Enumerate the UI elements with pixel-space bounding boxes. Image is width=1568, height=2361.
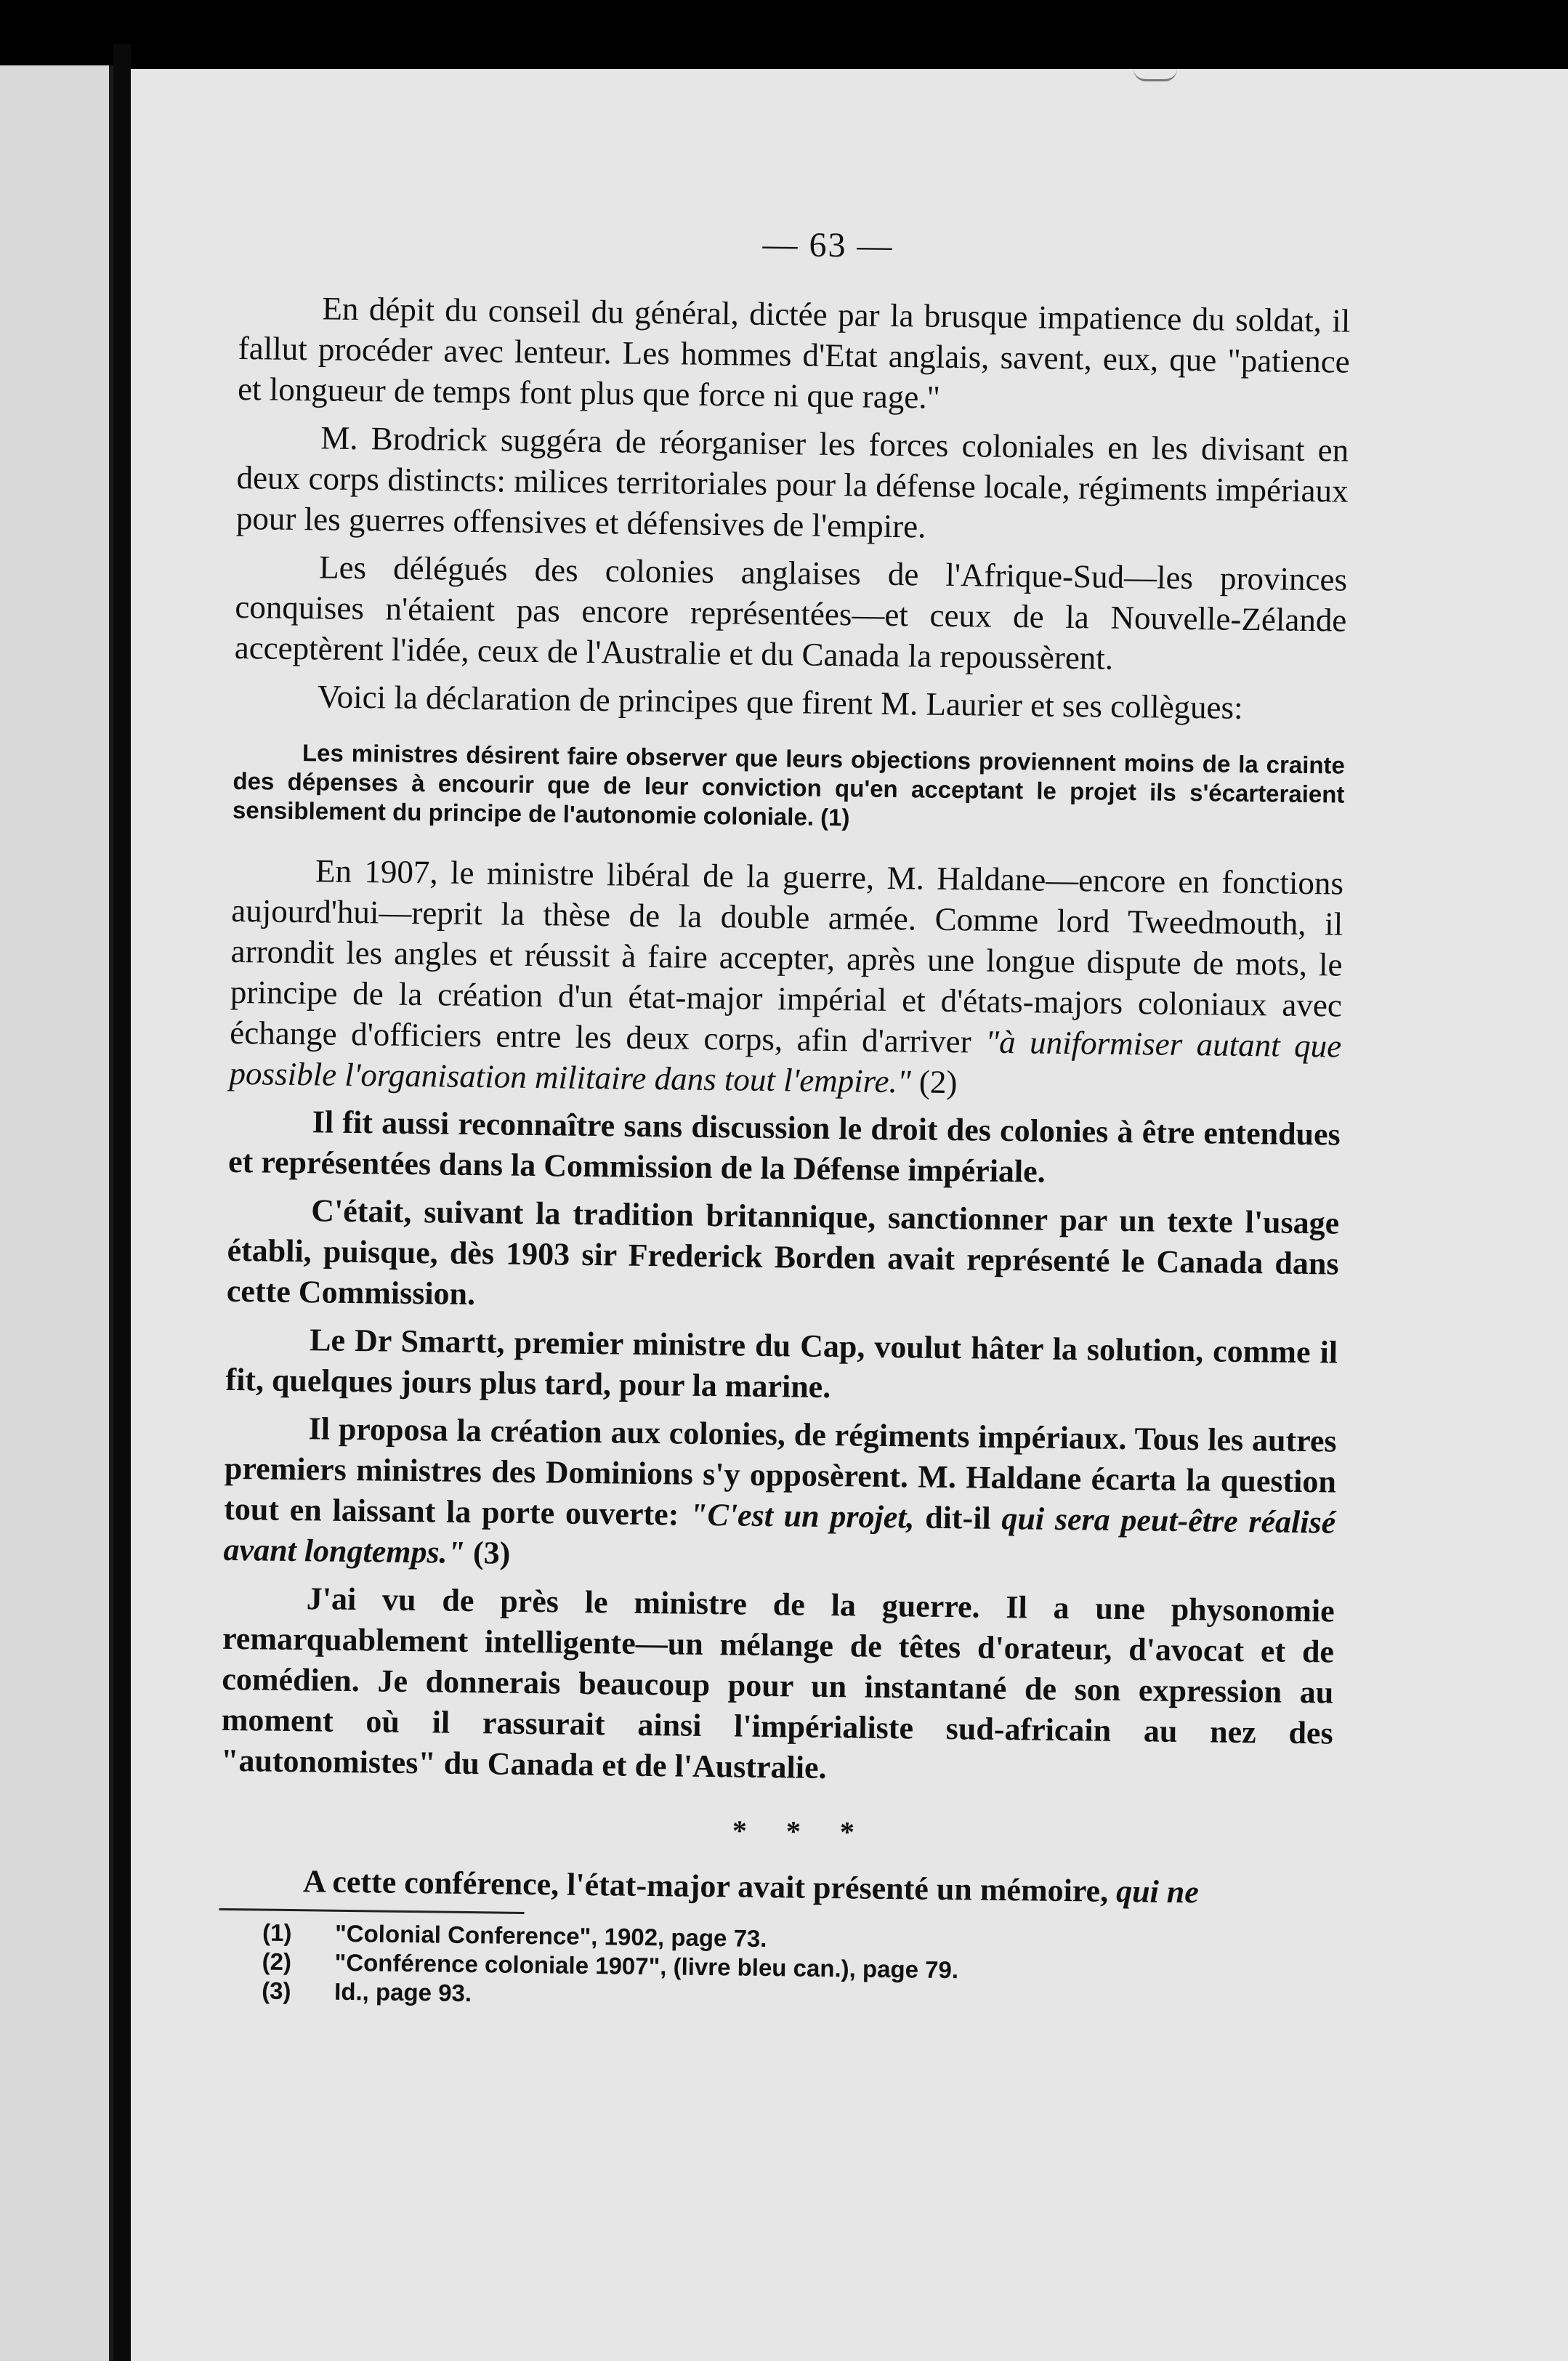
paragraph-delegues: Les délégués des colonies anglaises de l'Afrique-Sud—les provinces conquises n'étaient pas encore représentées—et ceux de la Nouvelle-Zélande acceptèrent l'idée, ceux de l'Australie et du Canada la repoussèrent. [234,549,1348,677]
paragraph-tradition: C'était, suivant la tradition britannique, sanctionner par un texte l'usage établi, puisque, dès 1903 sir Frederick Borden avait représenté le Canada dans cette Commission. [226,1192,1340,1312]
book-spine-gap [113,44,131,2361]
footnote-mark: (2) [262,1948,292,1976]
paragraph-conseil: En dépit du conseil du général, dictée par la brusque impatience du soldat, il fallut procéder avec lenteur. Les hommes d'Etat anglais, savent, eux, que "patience et longueur de temps font plus que force ni que rage." [237,290,1351,416]
footnote-ref-3: (3) [472,1535,511,1571]
proposa-italic-1: "C'est un projet, [689,1496,915,1535]
footnote-mark: (1) [262,1918,292,1947]
page-top-mark [1133,69,1177,81]
page-text-block [218,218,1351,2019]
paragraph-reconnaitre: Il fit aussi reconnaître sans discussion le droit des colonies à être entendues et représentées dans la Commission de la Défense impériale. [227,1104,1341,1190]
footnote-divider [219,1908,525,1914]
paragraph-smartt: Le Dr Smartt, premier ministre du Cap, voulut hâter la solution, comme il fit, quelques jours plus tard, pour la marine. [225,1322,1338,1405]
paragraph-declaration: Voici la déclaration de principes que firent M. Laurier et ses collègues: [317,678,1243,726]
footnote-ref-2: (2) [918,1063,958,1101]
paragraph-ministre: J'ai vu de près le ministre de la guerre. Il a une physonomie remarquablement intelligente—un mélange de têtes d'orateur, d'avocat et de comédien. Je donnerais beaucoup pour un instantané de son expression au moment où il rassurait ainsi l'impérialiste sud-africain au nez des "autonomistes" du Canada et de l'Australie. [220,1581,1335,1786]
previous-page-edge [0,65,113,2361]
footnote-text: Id., page 93. [334,1977,472,2007]
paragraph-brodrick: M. Brodrick suggéra de réorganiser les forces coloniales en les divisant en deux corps distincts: milices territoriales pour la défense locale, régiments impériaux pour les guerres offensives et défensives de l'empire. [235,419,1349,545]
footnote-text: "Conférence coloniale 1907", (livre bleu can.), page 79. [334,1948,959,1984]
footnote-text: "Colonial Conference", 1902, page 73. [334,1919,767,1953]
section-divider: * * * [732,1814,871,1849]
proposa-mid: dit-il [924,1499,992,1536]
paragraph-conference [219,1860,1332,1915]
proposa-text: Il proposa la création aux colonies, de régiments impériaux. Tous les autres premiers ministres des Dominions s'y opposèrent. M. Haldane écarta la question tout en laissant la porte ouverte: [223,1410,1337,1533]
ministers-quote: Les ministres désirent faire observer que leurs objections proviennent moins de la crainte des dépenses à encourir que de leur conviction qu'en acceptant le projet ils s'écarteraient sensiblement du principe de l'autonomie coloniale. (1) [232,739,1346,831]
paragraph-haldane [229,849,1343,1107]
haldane-text: En 1907, le ministre libéral de la guerre, M. Haldane—encore en fonctions aujourd'hui—reprit la thèse de la double armée. Comme lord Tweedmouth, il arrondit les angles et réussit à faire accepter, après une longue dispute de mots, le principe de la création d'un état-major impérial et d'états-majors coloniaux avec échange d'officiers entre les deux corps, afin d'arriver [229,852,1344,1060]
footnote-mark: (3) [261,1977,291,2005]
proposa-italic-2: qui sera peut-être réalisé avant longtemps." [223,1500,1336,1570]
conference-text: A cette conférence, l'état-major avait présenté un mémoire, [302,1863,1109,1909]
paragraph-proposa [223,1408,1337,1584]
haldane-quote-italic: "à uniformiser autant que possible l'organisation militaire dans tout l'empire." [229,1023,1342,1100]
conference-italic: qui ne [1115,1873,1200,1910]
page-number: — 63 — [762,225,894,265]
